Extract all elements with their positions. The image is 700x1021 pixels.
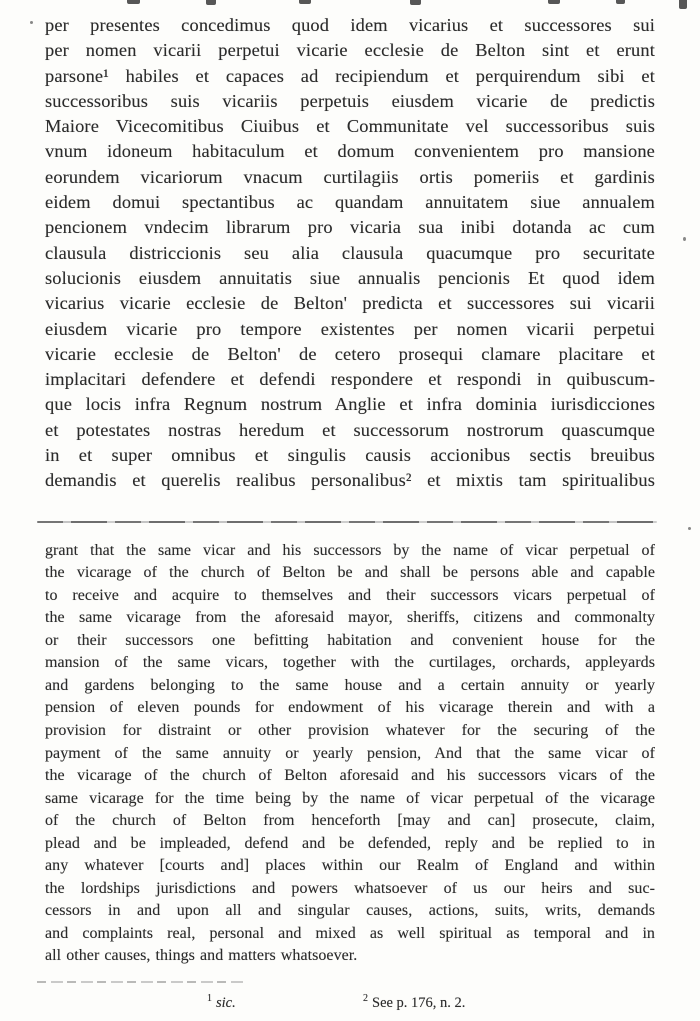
english-line-13: of the church of Belton from henceforth [may and can] prosecute, claim, xyxy=(45,812,655,830)
latin-line-5: Maiore Vicecomitibus Ciuibus et Communitate vel successoribus suis xyxy=(45,116,655,137)
latin-line-9: pencionem vndecim librarum pro vicaria sua inibi dotanda ac cum xyxy=(45,217,655,238)
latin-line-15: implacitari defendere et defendi respondere et respondi in quibuscum- xyxy=(45,369,655,390)
english-line-4: the same vicarage from the aforesaid mayor, sheriffs, citizens and commonalty xyxy=(45,609,655,627)
english-line-17: cessors in and upon all and singular causes, actions, suits, writs, demands xyxy=(45,902,655,920)
scan-mark xyxy=(679,0,687,9)
scan-mark xyxy=(410,0,421,5)
footnote-1-marker: 1 xyxy=(207,993,212,1005)
footnote-separator-rule xyxy=(37,981,245,983)
english-line-6: mansion of the same vicars, together with the curtilages, orchards, appleyards xyxy=(45,654,655,672)
latin-line-6: vnum idoneum habitaculum et domum convenientem pro mansione xyxy=(45,141,655,162)
scan-speck xyxy=(30,21,33,24)
latin-line-16: que locis infra Regnum nostrum Anglie et infra dominia iurisdicciones xyxy=(45,394,655,415)
section-divider-rule xyxy=(37,521,657,523)
latin-line-12: vicarius vicarie ecclesie de Belton' predicta et successores sui vicarii xyxy=(45,293,655,314)
english-line-12: same vicarage for the time being by the name of vicar perpetual of the vicarage xyxy=(45,789,655,807)
footnote-2-text: See p. 176, n. 2. xyxy=(372,995,466,1012)
scan-mark xyxy=(548,0,560,4)
clipped-previous-line xyxy=(0,0,700,10)
english-line-16: the lordships jurisdictions and powers whatsoever of us our heirs and suc- xyxy=(45,879,655,897)
footnote-2 xyxy=(363,994,465,1012)
latin-line-4: successoribus suis vicariis perpetuis eiusdem vicarie de predictis xyxy=(45,90,655,111)
latin-line-11: solucionis eiusdem annuitatis siue annualis pencionis Et quod idem xyxy=(45,267,655,288)
latin-line-3: parsone¹ habiles et capaces ad recipiendum et perquirendum sibi et xyxy=(45,65,655,86)
scan-mark xyxy=(616,0,625,4)
scan-mark xyxy=(206,0,216,5)
scan-speck xyxy=(688,527,691,530)
latin-line-2: per nomen vicarii perpetui vicarie ecclesie de Belton sint et erunt xyxy=(45,40,655,61)
latin-text-block xyxy=(45,13,655,494)
scan-mark xyxy=(127,0,140,4)
english-line-7: and gardens belonging to the same house and a certain annuity or yearly xyxy=(45,676,655,694)
english-line-15: any whatever [courts and] places within our Realm of England and within xyxy=(45,857,655,875)
english-line-2: the vicarage of the church of Belton be and shall be persons able and capable xyxy=(45,564,655,582)
english-line-9: provision for distraint or other provision whatever for the securing of the xyxy=(45,722,655,740)
latin-line-17: et potestates nostras heredum et successorum nostrorum quascumque xyxy=(45,419,655,440)
scan-mark xyxy=(299,0,311,4)
latin-line-10: clausula districcionis seu alia clausula quacumque pro securitate xyxy=(45,242,655,263)
english-line-3: to receive and acquire to themselves and their successors vicars perpetual of xyxy=(45,586,655,604)
footnote-1 xyxy=(207,994,236,1012)
english-line-19: all other causes, things and matters whatsoever. xyxy=(45,947,358,965)
latin-line-7: eorundem vicariorum vnacum curtilagiis ortis pomeriis et gardinis xyxy=(45,166,655,187)
english-line-11: the vicarage of the church of Belton aforesaid and his successors vicars of the xyxy=(45,767,655,785)
latin-line-18: in et super omnibus et singulis causis accionibus sectis breuibus xyxy=(45,445,655,466)
english-line-5: or their successors one befitting habitation and convenient house for the xyxy=(45,631,655,649)
latin-line-19: demandis et querelis realibus personalibus² et mixtis tam spiritualibus xyxy=(45,470,655,491)
english-line-8: pension of eleven pounds for endowment of his vicarage therein and with a xyxy=(45,699,655,717)
latin-line-1: per presentes concedimus quod idem vicarius et successores sui xyxy=(45,15,655,35)
footnote-1-text: sic. xyxy=(216,995,236,1012)
latin-line-14: vicarie ecclesie de Belton' de cetero prosequi clamare placitare et xyxy=(45,343,655,364)
footnote-2-marker: 2 xyxy=(363,993,368,1005)
english-translation-block xyxy=(45,540,655,968)
latin-line-13: eiusdem vicarie pro tempore existentes per nomen vicarii perpetui xyxy=(45,318,655,339)
latin-line-8: eidem domui spectantibus ac quandam annuitatem siue annualem xyxy=(45,192,655,213)
english-line-14: plead and be impleaded, defend and be defended, reply and be replied to in xyxy=(45,834,655,852)
scan-speck xyxy=(683,237,686,241)
english-line-1: grant that the same vicar and his successors by the name of vicar perpetual of xyxy=(45,541,655,559)
english-line-18: and complaints real, personal and mixed as well spiritual as temporal and in xyxy=(45,924,655,942)
english-line-10: payment of the same annuity or yearly pension, And that the same vicar of xyxy=(45,744,655,762)
